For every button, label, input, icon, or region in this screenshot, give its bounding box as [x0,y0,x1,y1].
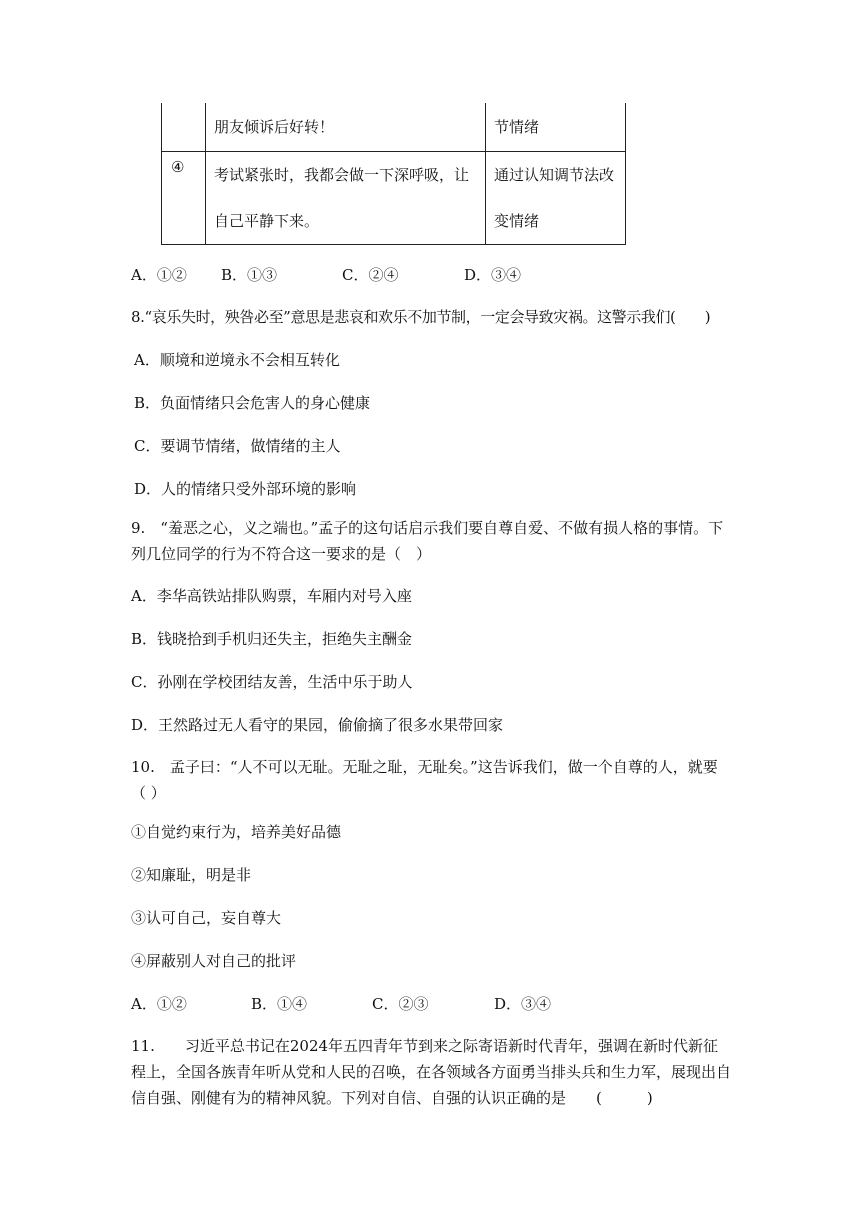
table-cell-num [162,103,206,152]
option-b: B．①③ [221,266,278,284]
option-c: C．②③ [372,995,429,1013]
q9-option: D．王然路过无人看守的果园，偷偷摘了很多水果带回家 [131,716,504,734]
q9-option: A．李华高铁站排队购票，车厢内对号入座 [131,587,412,605]
q10-statement: ①自觉约束行为，培养美好品德 [131,823,342,841]
table-text: 考试紧张时，我都会做一下深呼吸，让 [214,166,470,184]
q10-statement: ②知廉耻，明是非 [131,866,252,884]
row-number: ④ [171,158,185,176]
q8-stem: 8.“哀乐失时，殃咎必至”意思是悲哀和欢乐不加节制，一定会导致灾祸。这警示我们( ) [131,308,711,326]
table-text: 变情绪 [494,212,540,230]
table-cell-method [486,152,626,245]
table-text: 自己平静下来。 [214,212,320,230]
table-text: 朋友倾诉后好转！ [214,118,335,136]
table-cell-num [162,152,206,245]
q8-option: D．人的情绪只受外部环境的影响 [134,480,357,498]
table-cell-method [486,103,626,152]
option-c: C．②④ [342,266,399,284]
option-d: D．③④ [494,995,552,1013]
q8-option: B．负面情绪只会危害人的身心健康 [134,394,371,412]
q10-statement: ④屏蔽别人对自己的批评 [131,952,297,970]
q10-statement: ③认可自己，妄自尊大 [131,909,282,927]
option-a: A．①② [131,995,187,1013]
emotion-table [161,103,626,245]
table-cell-content [206,152,486,245]
q10-stem: 10. 孟子曰：“人不可以无耻。无耻之耻，无耻矣。”这告诉我们，做一个自尊的人，就要（ ） [131,758,718,802]
table-row [162,103,626,152]
option-d: D．③④ [464,266,522,284]
q11-stem: 11. 习近平总书记在2024年五四青年节到来之际寄语新时代青年，强调在新时代新征程上，全国各族青年听从党和人民的召唤，在各领域各方面勇当排头兵和生力军，展现出自信自强、刚健有为的精神风貌。下列对自信、自强的认识正确的是 ( ) [131,1037,732,1107]
q8-option: C．要调节情绪，做情绪的主人 [134,437,341,455]
table-cell-content [206,103,486,152]
option-a: A．①② [131,266,187,284]
q9-stem: 9. “羞恶之心，义之端也。”孟子的这句话启示我们要自尊自爱、不做有损人格的事情。下列几位同学的行为不符合这一要求的是（ ） [131,519,724,563]
table-row [162,152,626,245]
q9-option: B．钱晓拾到手机归还失主，拒绝失主酬金 [131,630,413,648]
option-b: B．①④ [251,995,308,1013]
table-text: 通过认知调节法改 [494,166,615,184]
table-text: 节情绪 [494,118,540,136]
q8-option: A．顺境和逆境永不会相互转化 [134,351,340,369]
q9-option: C．孙刚在学校团结友善，生活中乐于助人 [131,673,413,691]
